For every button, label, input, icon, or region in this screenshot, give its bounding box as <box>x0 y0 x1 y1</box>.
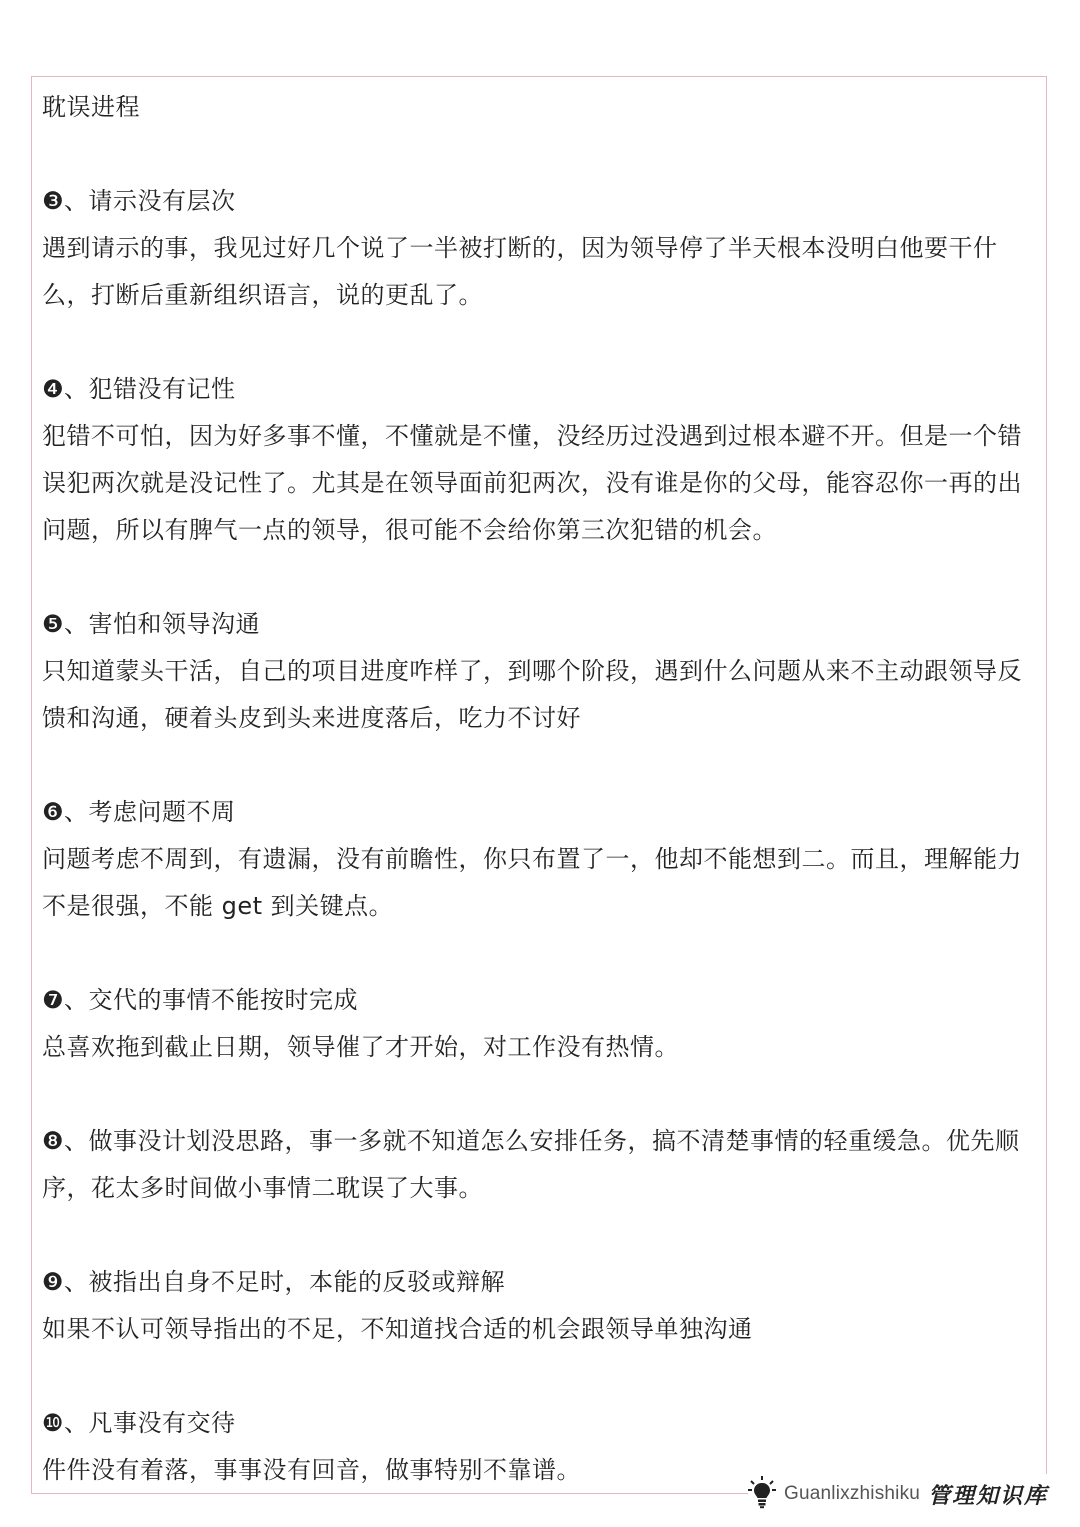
section-body-8: ❽、做事没计划没思路，事一多就不知道怎么安排任务，搞不清楚事情的轻重缓急。优先顺序，花太多时间做小事情二耽误了大事。 <box>42 1127 1020 1202</box>
watermark-chinese-text: 管理知识库 <box>928 1482 1049 1509</box>
lightbulb-icon <box>748 1475 776 1513</box>
article-content <box>42 84 1038 1494</box>
section-heading-5: ❺、害怕和领导沟通 <box>42 610 261 638</box>
section-body-5: 只知道蒙头干活，自己的项目进度咋样了，到哪个阶段，遇到什么问题从来不主动跟领导反馈和沟通，硬着头皮到头来进度落后，吃力不讨好 <box>42 657 1022 732</box>
section-body-6: 问题考虑不周到，有遗漏，没有前瞻性，你只布置了一，他却不能想到二。而且，理解能力不是很强，不能 get 到关键点。 <box>42 845 1022 920</box>
section-heading-6: ❻、考虑问题不周 <box>42 798 236 826</box>
section-body-3: 遇到请示的事，我见过好几个说了一半被打断的，因为领导停了半天根本没明白他要干什么，打断后重新组织语言，说的更乱了。 <box>42 234 998 309</box>
watermark <box>748 1474 1048 1514</box>
section-heading-7: ❼、交代的事情不能按时完成 <box>42 986 359 1014</box>
section-body-9: 如果不认可领导指出的不足，不知道找合适的机会跟领导单独沟通 <box>42 1315 753 1343</box>
watermark-latin-text: Guanlixzhishiku <box>784 1483 921 1504</box>
intro-tail-text: 耽误进程 <box>42 93 140 121</box>
section-body-10: 件件没有着落，事事没有回音，做事特别不靠谱。 <box>42 1456 581 1484</box>
section-heading-9: ❾、被指出自身不足时，本能的反驳或辩解 <box>42 1268 506 1296</box>
section-body-4: 犯错不可怕，因为好多事不懂，不懂就是不懂，没经历过没遇到过根本避不开。但是一个错误犯两次就是没记性了。尤其是在领导面前犯两次，没有谁是你的父母，能容忍你一再的出问题，所以有脾气一点的领导，很可能不会给你第三次犯错的机会。 <box>42 422 1022 544</box>
section-body-7: 总喜欢拖到截止日期，领导催了才开始，对工作没有热情。 <box>42 1033 679 1061</box>
section-heading-3: ❸、请示没有层次 <box>42 187 236 215</box>
section-heading-10: ❿、凡事没有交待 <box>42 1409 236 1437</box>
section-heading-4: ❹、犯错没有记性 <box>42 375 236 403</box>
